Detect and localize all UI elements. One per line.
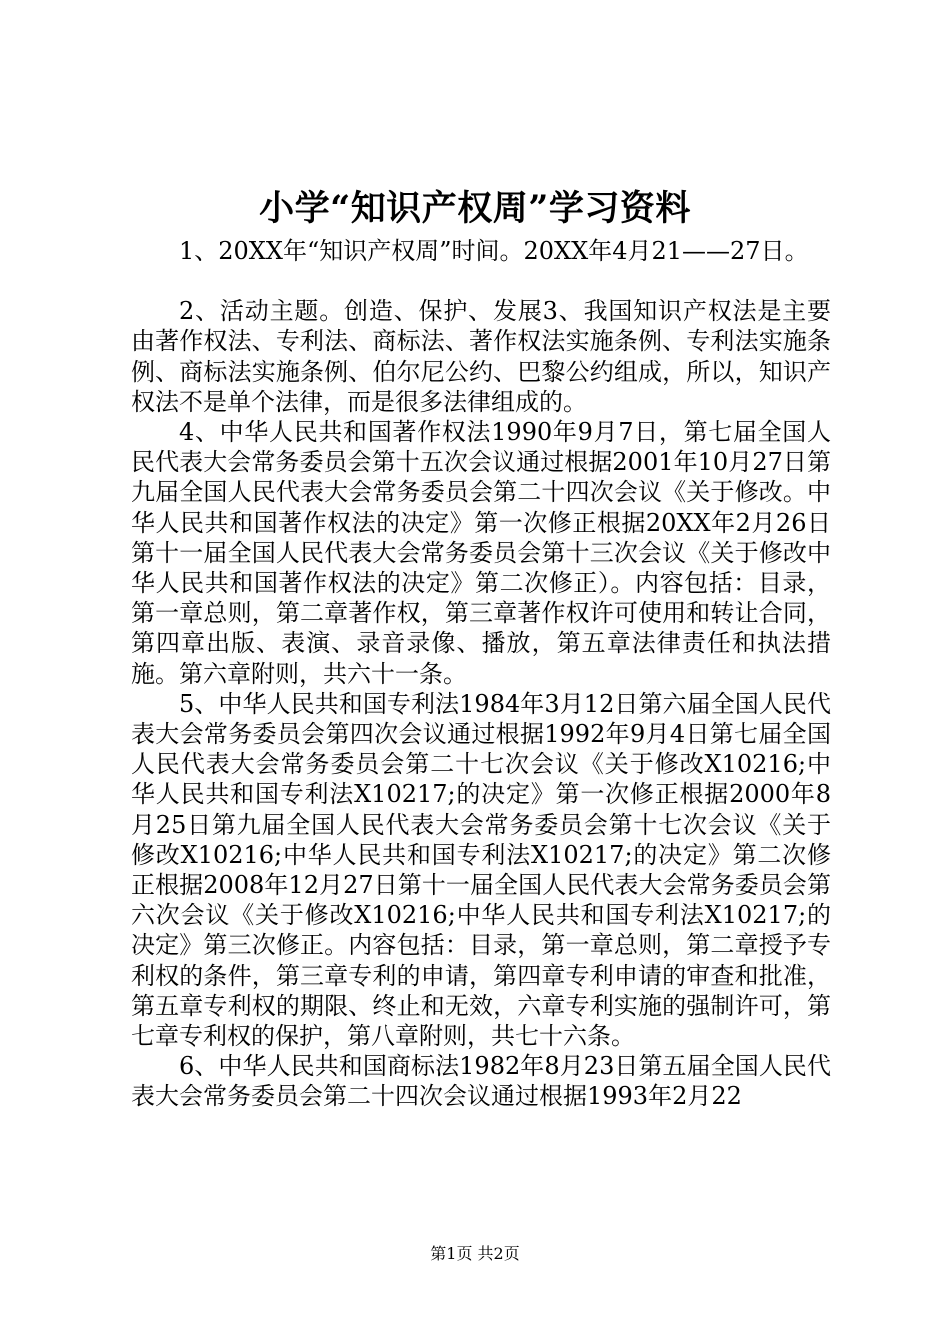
paragraph-4: 5、中华人民共和国专利法1984年3月12日第六届全国人民代表大会常务委员会第四次会议通过根据1992年9月4日第七届全国人民代表大会常务委员会第二十七次会议《关于修改X10216;中华人民共和国专利法X10217;的决定》第一次修正根据2000年8月25日第九届全国人民代表大会常务委员会第十七次会议《关于修改X10216;中华人民共和国专利法X10217;的决定》第二次修正根据2008年12月27日第十一届全国人民代表大会常务委员会第六次会议《关于修改X10216;中华人民共和国专利法X10217;的决定》第三次修正。内容包括：目录，第一章总则，第二章授予专利权的条件，第三章专利的申请，第四章专利申请的审查和批准，第五章专利权的期限、终止和无效，六章专利实施的强制许可，第七章专利权的保护，第八章附则，共七十六条。 (131, 689, 831, 1051)
page-footer: 第1页 共2页 (430, 1244, 520, 1263)
paragraph-1: 1、20XX年“知识产权周”时间。20XX年4月21——27日。 (179, 237, 809, 265)
document-body (131, 236, 831, 1112)
paragraph-2: 2、活动主题。创造、保护、发展3、我国知识产权法是主要由著作权法、专利法、商标法、著作权法实施条例、专利法实施条例、商标法实施条例、伯尔尼公约、巴黎公约组成，所以，知识产权法不是单个法律，而是很多法律组成的。 (131, 297, 831, 416)
paragraph-3: 4、中华人民共和国著作权法1990年9月7日，第七届全国人民代表大会常务委员会第十五次会议通过根据2001年10月27日第九届全国人民代表大会常务委员会第二十四次会议《关于修改。中华人民共和国著作权法的决定》第一次修正根据20XX年2月26日第十一届全国人民代表大会常务委员会第十三次会议《关于修改中华人民共和国著作权法的决定》第二次修正）。内容包括：目录，第一章总则，第二章著作权，第三章著作权许可使用和转让合同，第四章出版、表演、录音录像、播放，第五章法律责任和执法措施。第六章附则，共六十一条。 (131, 418, 831, 688)
document-title: 小学“知识产权周”学习资料 (259, 188, 691, 229)
paragraph-5: 6、中华人民共和国商标法1982年8月23日第五届全国人民代表大会常务委员会第二十四次会议通过根据1993年2月22 (131, 1052, 831, 1111)
